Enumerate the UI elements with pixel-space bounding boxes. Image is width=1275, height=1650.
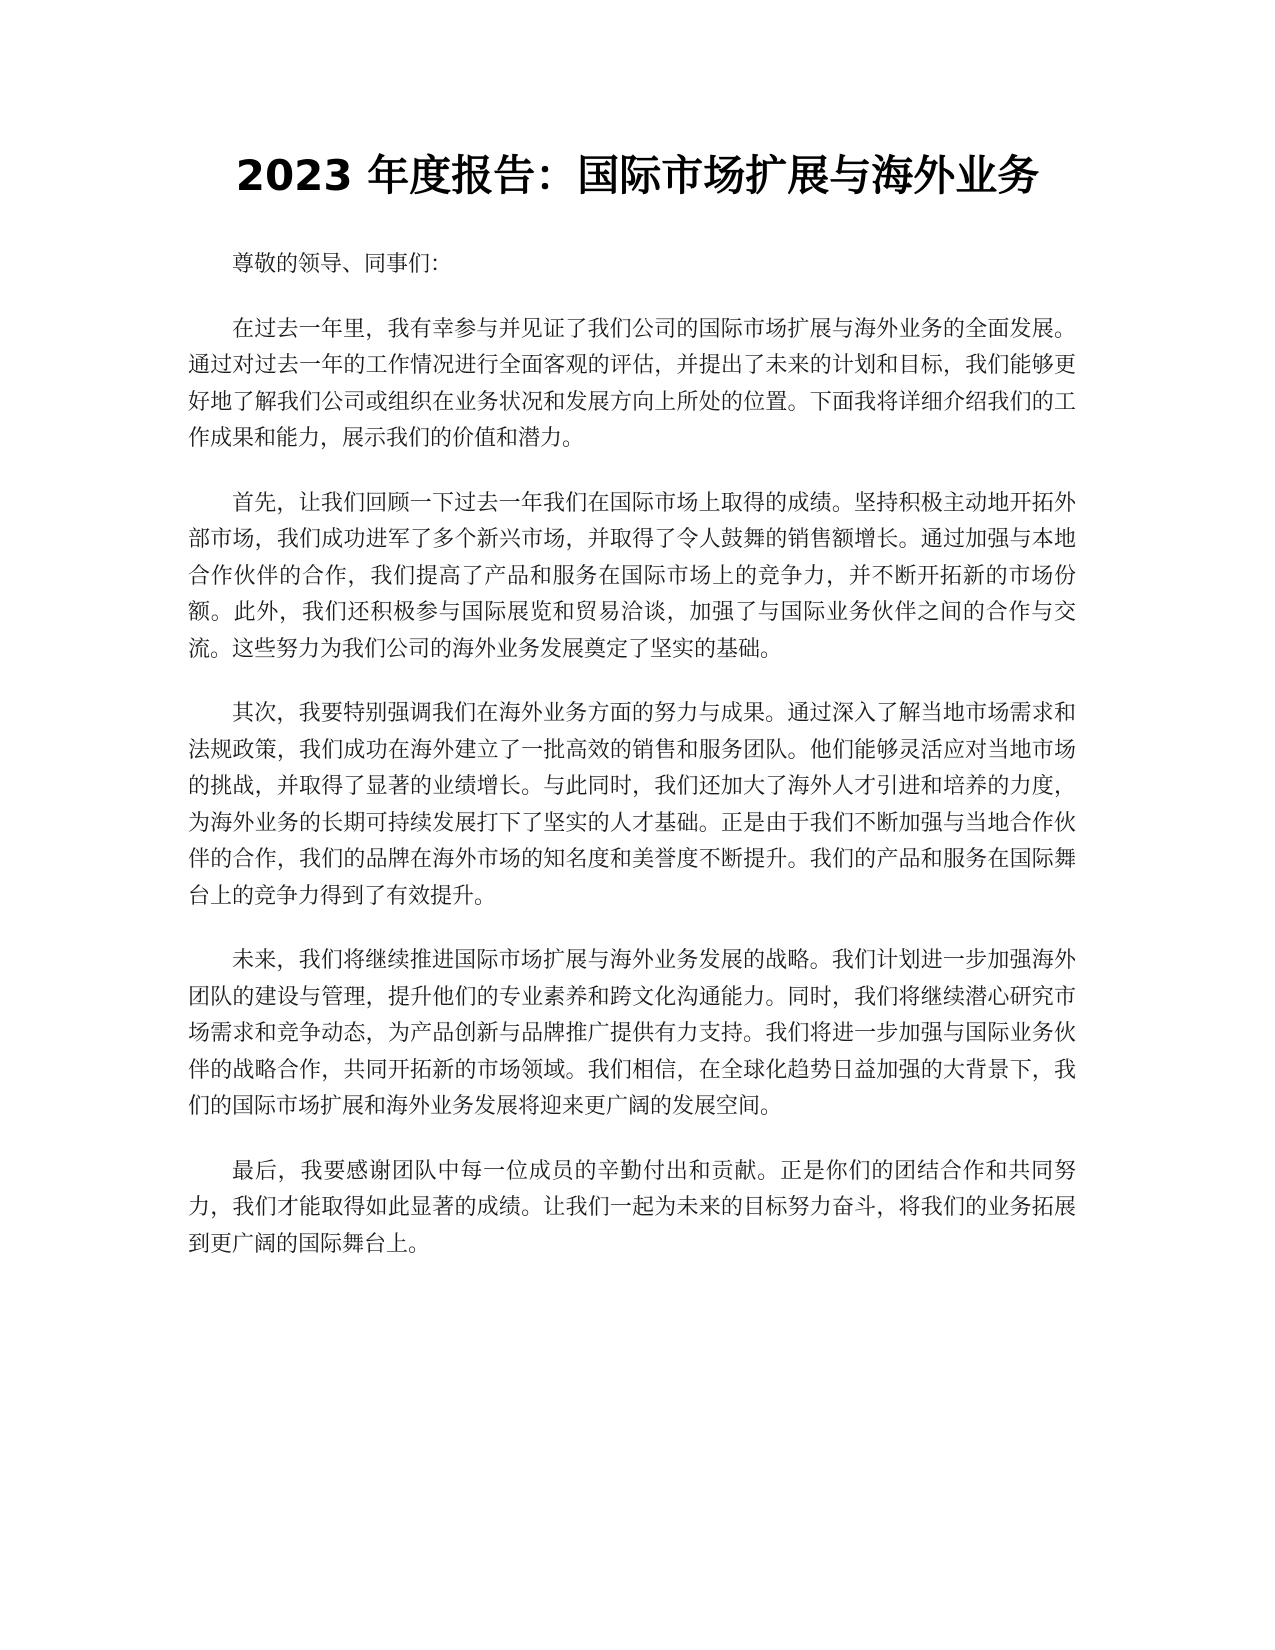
- document-body: [188, 247, 1076, 1291]
- greeting: 尊敬的领导、同事们：: [232, 252, 453, 277]
- document-title: 2023 年度报告：国际市场扩展与海外业务: [235, 151, 1040, 200]
- paragraph-achievements: 首先，让我们回顾一下过去一年我们在国际市场上取得的成绩。坚持积极主动地开拓外部市场，我们成功进军了多个新兴市场，并取得了令人鼓舞的销售额增长。通过加强与本地合作伙伴的合作，我们提高了产品和服务在国际市场上的竞争力，并不断开拓新的市场份额。此外，我们还积极参与国际展览和贸易洽谈，加强了与国际业务伙伴之间的合作与交流。这些努力为我们公司的海外业务发展奠定了坚实的基础。: [188, 490, 1076, 662]
- paragraph-thanks: 最后，我要感谢团队中每一位成员的辛勤付出和贡献。正是你们的团结合作和共同努力，我们才能取得如此显著的成绩。让我们一起为未来的目标努力奋斗，将我们的业务拓展到更广阔的国际舞台上。: [188, 1158, 1076, 1257]
- paragraph-overseas: 其次，我要特别强调我们在海外业务方面的努力与成果。通过深入了解当地市场需求和法规政策，我们成功在海外建立了一批高效的销售和服务团队。他们能够灵活应对当地市场的挑战，并取得了显著的业绩增长。与此同时，我们还加大了海外人才引进和培养的力度，为海外业务的长期可持续发展打下了坚实的人才基础。正是由于我们不断加强与当地合作伙伴的合作，我们的品牌在海外市场的知名度和美誉度不断提升。我们的产品和服务在国际舞台上的竞争力得到了有效提升。: [188, 701, 1076, 909]
- paragraph-intro: 在过去一年里，我有幸参与并见证了我们公司的国际市场扩展与海外业务的全面发展。通过对过去一年的工作情况进行全面客观的评估，并提出了未来的计划和目标，我们能够更好地了解我们公司或组织在业务状况和发展方向上所处的位置。下面我将详细介绍我们的工作成果和能力，展示我们的价值和潜力。: [188, 316, 1076, 451]
- paragraph-future: 未来，我们将继续推进国际市场扩展与海外业务发展的战略。我们计划进一步加强海外团队的建设与管理，提升他们的专业素养和跨文化沟通能力。同时，我们将继续潜心研究市场需求和竞争动态，为产品创新与品牌推广提供有力支持。我们将进一步加强与国际业务伙伴的战略合作，共同开拓新的市场领域。我们相信，在全球化趋势日益加强的大背景下，我们的国际市场扩展和海外业务发展将迎来更广阔的发展空间。: [188, 948, 1076, 1119]
